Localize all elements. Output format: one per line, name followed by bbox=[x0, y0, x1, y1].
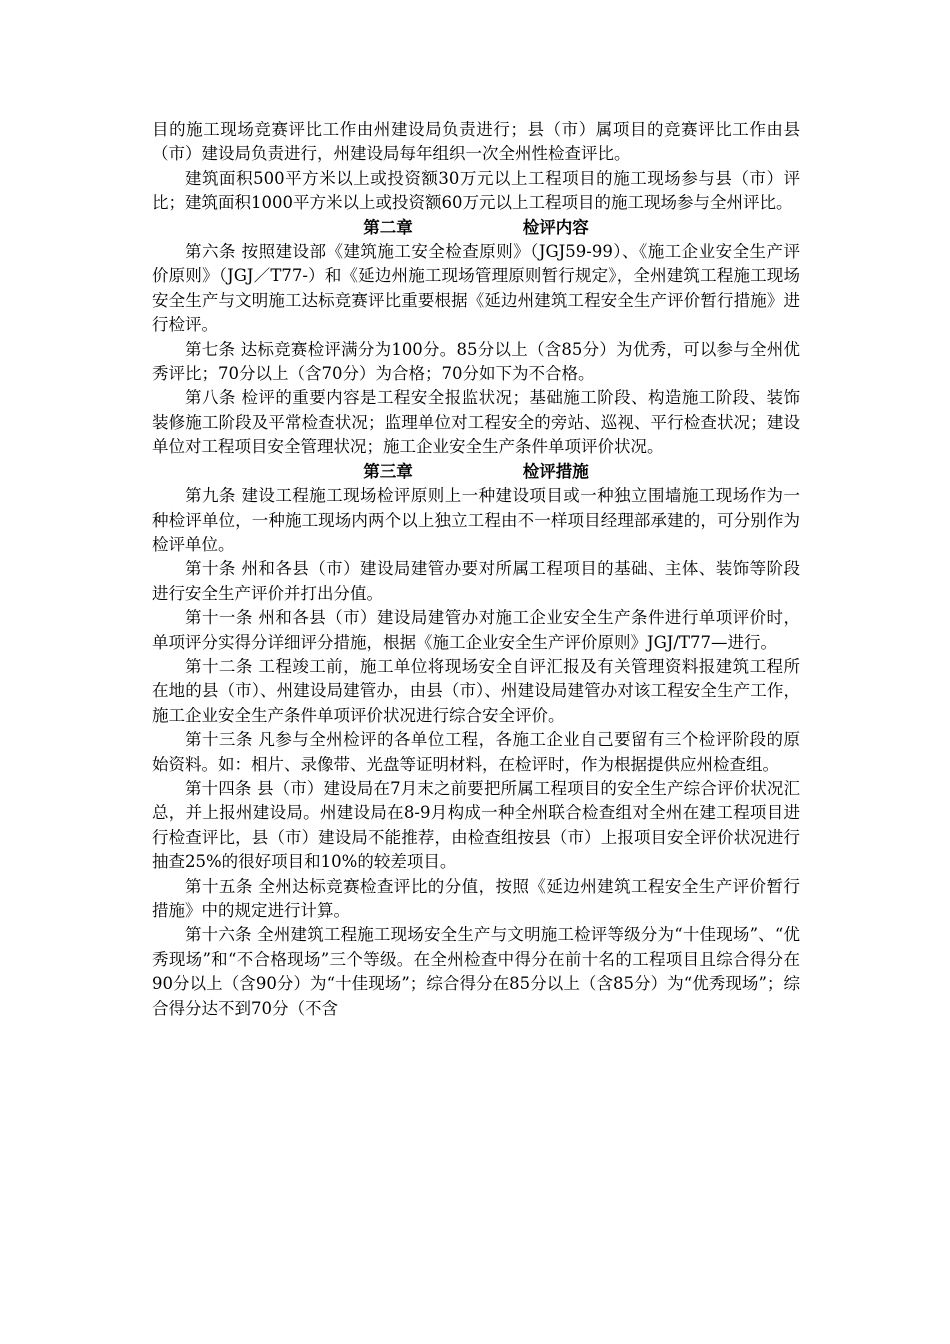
article-16: 第十六条 全州建筑工程施工现场安全生产与文明施工检评等级分为“十佳现场”、“优秀现场”和“不合格现场”三个等级。在全州检查中得分在前十名的工程项目且综合得分在90分以上（含90分）为“十佳现场”；综合得分在85分以上（含85分）为“优秀现场”；综合得分达不到70分（不含 bbox=[152, 925, 800, 1018]
chapter-number: 第二章 bbox=[363, 217, 413, 237]
chapter-title: 检评措施 bbox=[522, 461, 589, 481]
chapter-title: 检评内容 bbox=[522, 217, 589, 237]
article-6: 第六条 按照建设部《建筑施工安全检查原则》（JGJ59-99）、《施工企业安全生产评价原则》（JGJ／T77-）和《延边州施工现场管理原则暂行规定》，全州建筑工程施工现场安全生产与文明施工达标竞赛评比重要根据《延边州建筑工程安全生产评价暂行措施》进行检评。 bbox=[152, 242, 800, 335]
chapter-heading-3 bbox=[152, 460, 800, 484]
article-9: 第九条 建设工程施工现场检评原则上一种建设项目或一种独立围墙施工现场作为一种检评单位，一种施工现场内两个以上独立工程由不一样项目经理部承建的，可分别作为检评单位。 bbox=[152, 486, 800, 554]
document-page bbox=[152, 118, 800, 1021]
paragraph-area-threshold: 建筑面积500平方米以上或投资额30万元以上工程项目的施工现场参与县（市）评比；建筑面积1000平方米以上或投资额60万元以上工程项目的施工现场参与全州评比。 bbox=[152, 168, 800, 213]
article-7: 第七条 达标竞赛检评满分为100分。85分以上（含85分）为优秀，可以参与全州优秀评比；70分以上（含70分）为合格；70分如下为不合格。 bbox=[152, 339, 800, 384]
article-11: 第十一条 州和各县（市）建设局建管办对施工企业安全生产条件进行单项评价时，单项评分实得分详细评分措施，根据《施工企业安全生产评价原则》JGJ/T77—进行。 bbox=[152, 608, 800, 652]
article-12: 第十二条 工程竣工前，施工单位将现场安全自评汇报及有关管理资料报建筑工程所在地的县（市）、州建设局建管办，由县（市）、州建设局建管办对该工程安全生产工作，施工企业安全生产条件单项评价状况进行综合安全评价。 bbox=[152, 656, 800, 725]
chapter-heading-2 bbox=[152, 216, 800, 240]
article-14: 第十四条 县（市）建设局在7月末之前要把所属工程项目的安全生产综合评价状况汇总，并上报州建设局。州建设局在8-9月构成一种全州联合检查组对全州在建工程项目进行检查评比，县（市）建设局不能推荐，由检查组按县（市）上报项目安全评价状况进行抽查25%的很好项目和10%的较差项目。 bbox=[152, 778, 800, 872]
article-10: 第十条 州和各县（市）建设局建管办要对所属工程项目的基础、主体、装饰等阶段进行安全生产评价并打出分值。 bbox=[152, 559, 800, 603]
chapter-number: 第三章 bbox=[363, 461, 413, 481]
article-13: 第十三条 凡参与全州检评的各单位工程，各施工企业自己要留有三个检评阶段的原始资料。如：相片、录像带、光盘等证明材料，在检评时，作为根据提供应州检查组。 bbox=[152, 730, 800, 774]
paragraph-continued: 目的施工现场竞赛评比工作由州建设局负责进行；县（市）属项目的竞赛评比工作由县（市）建设局负责进行，州建设局每年组织一次全州性检查评比。 bbox=[152, 120, 800, 164]
article-8: 第八条 检评的重要内容是工程安全报监状况；基础施工阶段、构造施工阶段、装饰装修施工阶段及平常检查状况；监理单位对工程安全的旁站、巡视、平行检查状况；建设单位对工程项目安全管理状况；施工企业安全生产条件单项评价状况。 bbox=[152, 388, 800, 457]
article-15: 第十五条 全州达标竞赛检查评比的分值，按照《延边州建筑工程安全生产评价暂行措施》中的规定进行计算。 bbox=[152, 876, 800, 920]
